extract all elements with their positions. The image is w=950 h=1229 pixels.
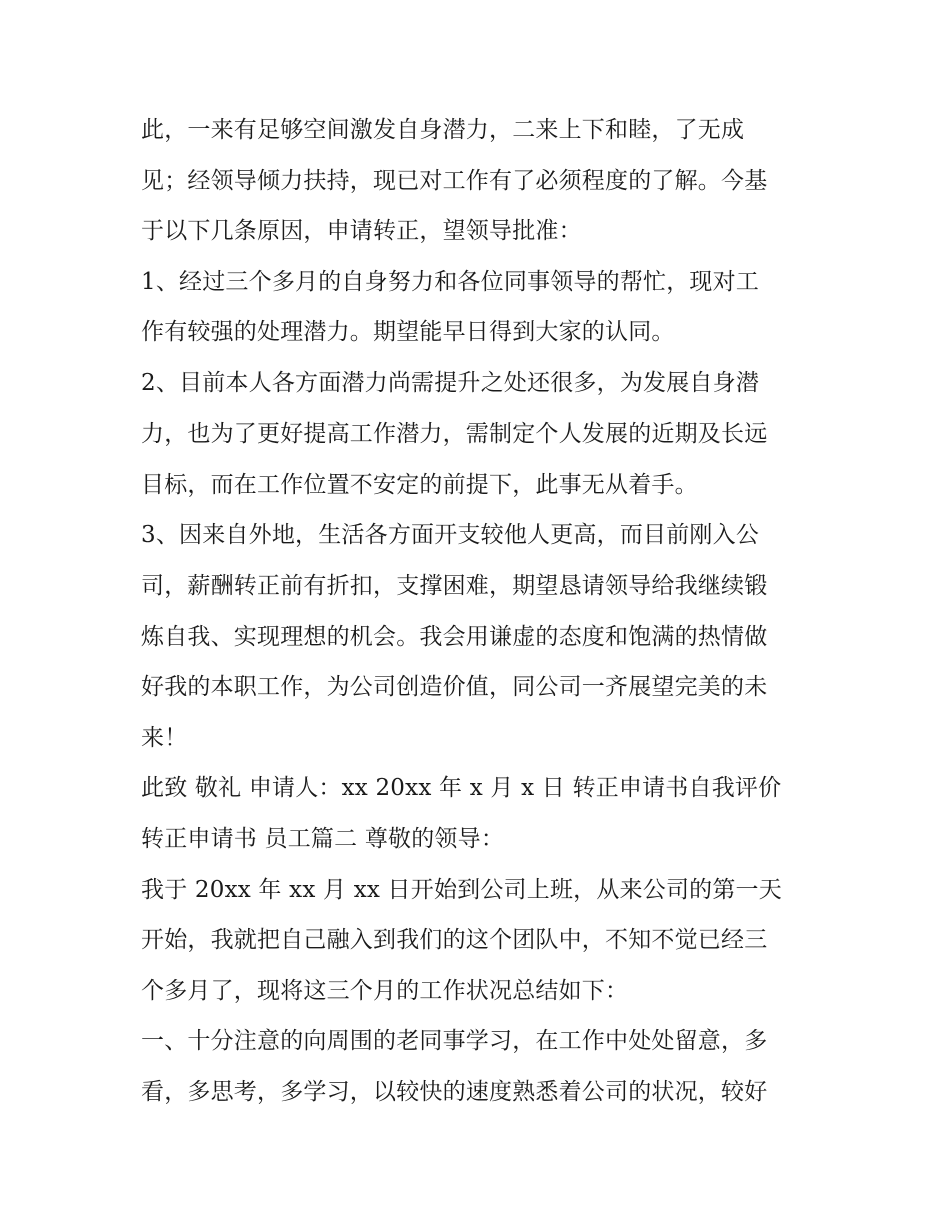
text-line: 看，多思考，多学习，以较快的速度熟悉着公司的状况，较好 [141, 1079, 768, 1105]
text-line: 力，也为了更好提高工作潜力，需制定个人发展的近期及长远 [141, 421, 768, 447]
text-line: 好我的本职工作，为公司创造价值，同公司一齐展望完美的未 [141, 674, 768, 700]
text-line: 司，薪酬转正前有折扣，支撑困难，期望恳请领导给我继续锻 [141, 573, 768, 599]
text-line: 开始，我就把自己融入到我们的这个团队中，不知不觉已经三 [141, 927, 768, 953]
text-line: 见；经领导倾力扶持，现已对工作有了必须程度的了解。今基 [141, 168, 768, 194]
text-line: 作有较强的处理潜力。期望能早日得到大家的认同。 [141, 319, 675, 345]
text-line: 炼自我、实现理想的机会。我会用谦虚的态度和饱满的热情做 [141, 624, 768, 650]
text-line: 于以下几条原因，申请转正，望领导批准： [141, 218, 582, 244]
text-line: 3、因来自外地，生活各方面开支较他人更高，而目前刚入公 [141, 522, 760, 548]
text-line: 此，一来有足够空间激发自身潜力，二来上下和睦，了无成 [141, 117, 745, 143]
text-line: 目标，而在工作位置不安定的前提下，此事无从着手。 [141, 472, 698, 498]
text-line: 转正申请书 员工篇二 尊敬的领导： [141, 826, 505, 852]
text-line: 来！ [141, 725, 188, 751]
text-line: 我于 20xx 年 xx 月 xx 日开始到公司上班，从来公司的第一天 [141, 877, 782, 903]
text-line: 2、目前本人各方面潜力尚需提升之处还很多，为发展自身潜 [141, 370, 760, 396]
text-line: 一、十分注意的向周围的老同事学习，在工作中处处留意，多 [141, 1028, 768, 1054]
text-line: 个多月了，现将这三个月的工作状况总结如下： [141, 978, 629, 1004]
text-line: 此致 敬礼 申请人：xx 20xx 年 x 月 x 日 转正申请书自我评价 [141, 775, 782, 801]
text-line: 1、经过三个多月的自身努力和各位同事领导的帮忙，现对工 [141, 269, 760, 295]
